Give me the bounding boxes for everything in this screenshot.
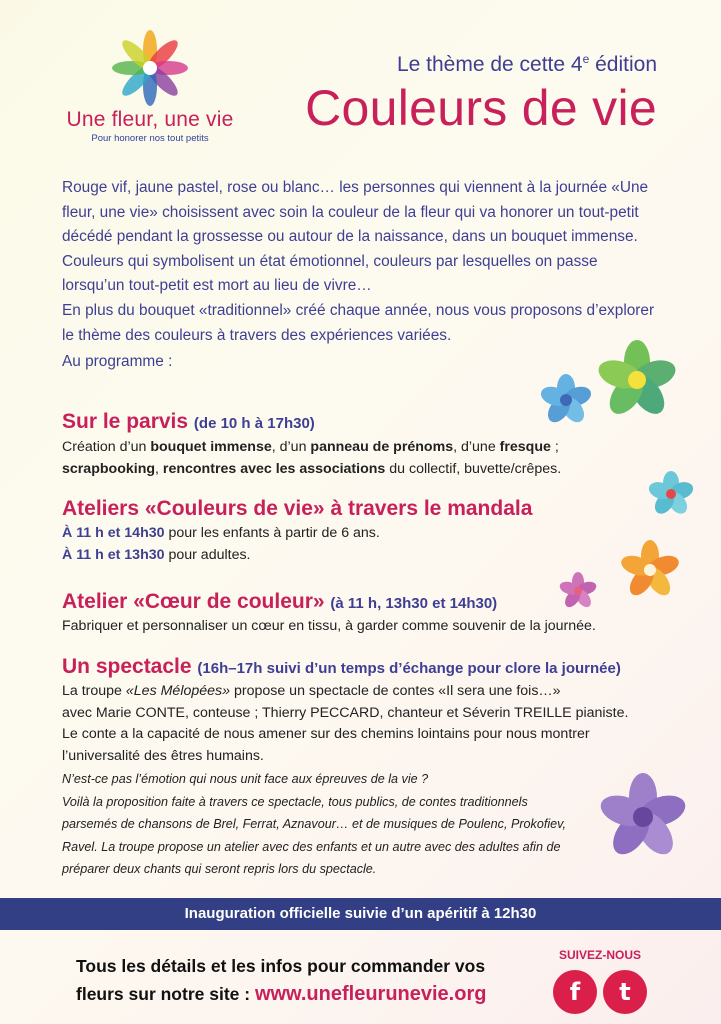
section-title: Un spectacle (16h–17h suivi d’un temps d’échange pour clore la journée)	[62, 655, 621, 678]
footer-line-2: fleurs sur notre site : www.unefleurunevie.org	[76, 983, 487, 1005]
inauguration-banner: Inauguration officielle suivie d’un apéritif à 12h30	[0, 898, 721, 930]
spectacle-italic-1: N’est-ce pas l’émotion qui nous unit face aux épreuves de la vie ?	[62, 772, 429, 786]
section-body: Création d’un bouquet immense, d’un panneau de prénoms, d’une fresque ; scrapbooking, rencontres avec les associations du collectif, buvette/crêpes.	[62, 439, 562, 477]
facebook-icon[interactable]: f	[553, 970, 597, 1014]
footer-info	[76, 952, 486, 1008]
flower-logo-icon	[111, 28, 189, 108]
programme-label: Au programme :	[62, 353, 173, 371]
theme-title: Couleurs de vie	[305, 80, 657, 136]
section-spectacle	[62, 655, 672, 881]
theme-header	[305, 52, 657, 137]
logo-tagline: Pour honorer nos tout petits	[91, 133, 209, 144]
cyan-flower-icon	[645, 468, 697, 520]
green-flower-icon	[595, 338, 679, 422]
follow-label: SUIVEZ-NOUS	[558, 948, 641, 962]
section-title: Sur le parvis (de 10 h à 17h30)	[62, 410, 315, 433]
twitter-icon[interactable]: t	[603, 970, 647, 1014]
pink-flower-icon	[556, 569, 600, 613]
intro-paragraph-1: Rouge vif, jaune pastel, rose ou blanc… les personnes qui viennent à la journée «Une fleur, une vie» choisissent avec soin la couleur de la fleur qui va honorer un tout-petit décédé pendant la grossesse ou autour de la naissance, dans un bouquet immense. Couleurs qui symbolisent un état émotionnel, couleurs par lesquelles on passe lorsqu’un tout-petit est mort au lieu de vivre…	[62, 179, 649, 295]
intro-paragraph-2: En plus du bouquet «traditionnel» créé chaque année, nous vous proposons d’explorer le thème des couleurs à travers des expériences variées.	[62, 301, 655, 344]
blue-flower-icon	[538, 372, 594, 428]
spectacle-italic-2: Voilà la proposition faite à travers ce spectacle, tous publics, de contes traditionnels parsemés de chansons de Brel, Ferrat, Aznavour… et de musiques de Poulenc, Prokofiev, Ravel. La troupe propose un atelier avec des enfants et un autre avec des adultes afin de préparer deux chants qui seront repris lors du spectacle.	[62, 794, 567, 876]
section-title: Ateliers «Couleurs de vie» à travers le mandala	[62, 497, 533, 520]
orange-flower-icon	[618, 538, 682, 602]
theme-subtitle: Le thème de cette 4e édition	[396, 52, 657, 76]
logo-name: Une fleur, une vie	[66, 108, 234, 131]
website-link[interactable]: www.unefleurunevie.org	[254, 983, 487, 1005]
section-title: Atelier «Cœur de couleur» (à 11 h, 13h30 et 14h30)	[62, 590, 498, 613]
logo	[60, 28, 240, 144]
section-body: La troupe «Les Mélopées» propose un spectacle de contes «Il sera une fois…» avec Marie CONTE, conteuse ; Thierry PECCARD, chanteur et Séverin TREILLE pianiste. Le conte a la capacité de nous amener sur des chemins lointains pour nous montrer l’universalité des êtres humains.	[62, 683, 629, 764]
intro-text	[62, 176, 662, 375]
section-body: Fabriquer et personnaliser un cœur en tissu, à garder comme souvenir de la journée.	[62, 618, 596, 634]
section-mandala	[62, 497, 662, 566]
footer-line-1: Tous les détails et les infos pour commander vos	[76, 956, 486, 976]
purple-flower-icon	[598, 772, 688, 862]
section-body: À 11 h et 14h30 pour les enfants à partir de 6 ans. À 11 h et 13h30 pour adultes.	[62, 525, 380, 563]
